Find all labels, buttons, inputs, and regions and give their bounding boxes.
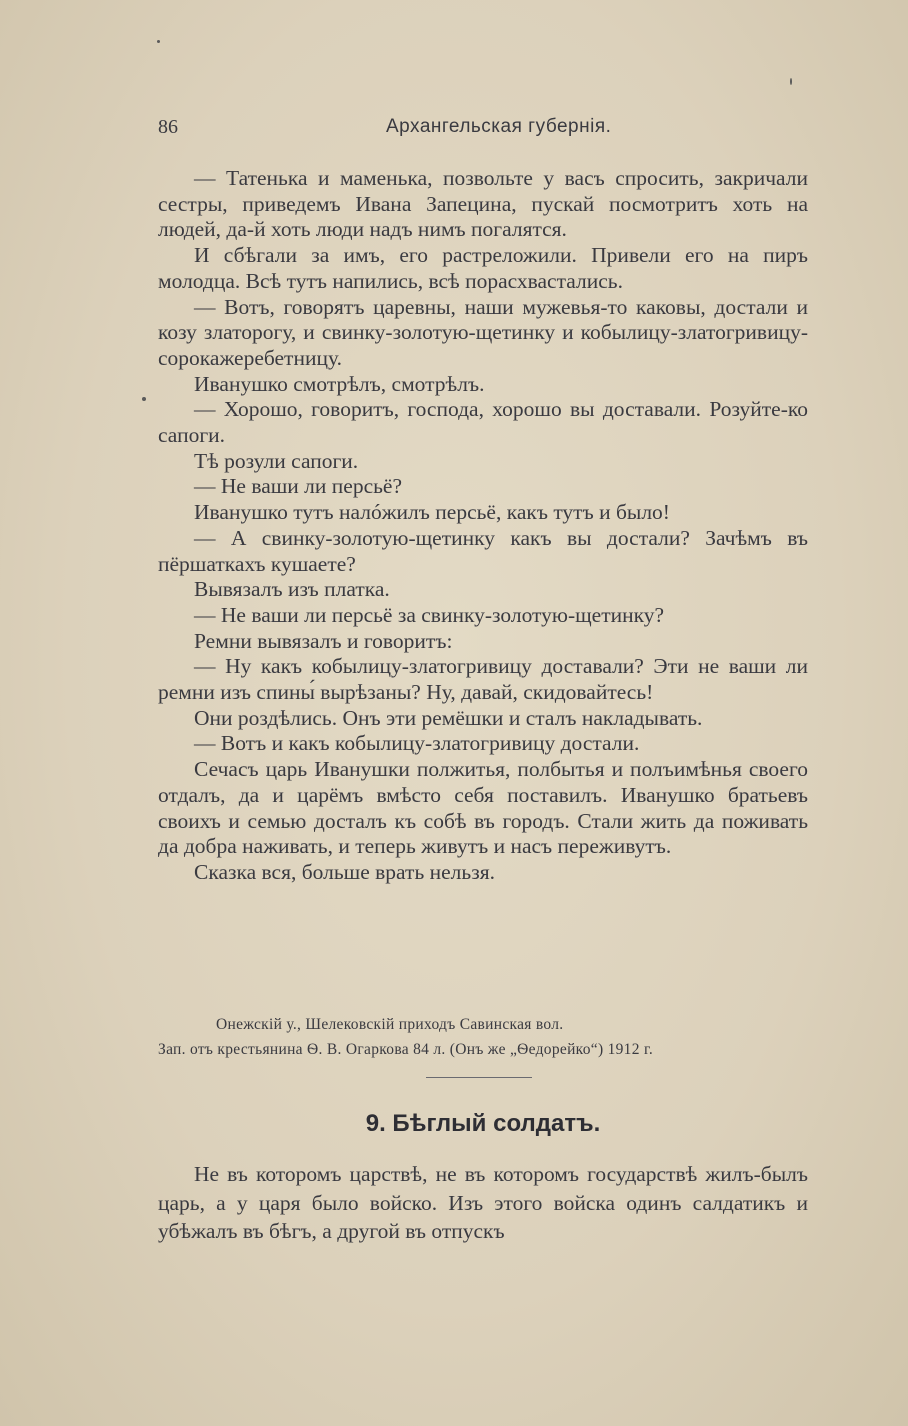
paragraph: — Татенька и маменька, позвольте у васъ спросить, закричали сестры, приведемъ Ивана Запецина, пускай посмотритъ хоть на людей, да-й хоть люди надъ нимъ погалятся. (158, 166, 808, 242)
paragraph: Тѣ розули сапоги. (194, 448, 359, 473)
paragraph: — Вотъ и какъ кобылицу-златогривицу достали. (194, 731, 640, 756)
paragraph: — Хорошо, говоритъ, господа, хорошо вы доставали. Розуйте-ко сапоги. (158, 397, 808, 448)
paragraph: Иванушко смотрѣлъ, смотрѣлъ. (194, 371, 485, 396)
paper-speck (157, 40, 160, 43)
page-header (158, 116, 808, 146)
paragraph: — Вотъ, говорятъ царевны, наши мужевья-то каковы, достали и козу златорогу, и свинку-золотую-щетинку и кобылицу-златогривицу-сорокажеребетницу. (158, 294, 808, 370)
paper-speck (790, 78, 792, 85)
paragraph: Иванушко тутъ налóжилъ персьё, какъ тутъ и было! (194, 500, 670, 525)
paragraph: Не въ которомъ царствѣ, не въ которомъ государствѣ жилъ-былъ царь, а у царя было войско. Изъ этого войска одинъ салдатикъ и убѣжалъ въ бѣгъ, а другой въ отпускъ (158, 1162, 808, 1243)
paragraph: — Не ваши ли персьё? (194, 474, 403, 499)
paragraph: — Не ваши ли персьё за свинку-золотую-щетинку? (194, 602, 665, 627)
source-informant: Зап. отъ крестьянина Ѳ. В. Огаркова 84 л. (Онъ же „Ѳедорейко“) 1912 г. (158, 1041, 654, 1058)
story-text (158, 166, 808, 886)
paragraph: Сечасъ царь Иванушки полжитья, полбытья и полъимѣнья своего отдалъ, да и царёмъ вмѣсто себя поставилъ. Иванушко братьевъ своихъ и семью досталъ къ собѣ въ городъ. Стали жить да поживать да добра наживать, и теперь живутъ и насъ переживутъ. (158, 757, 808, 859)
paper-speck (142, 397, 146, 401)
paragraph: Ремни вывязалъ и говоритъ: (194, 628, 453, 653)
source-location: Онежскій у., Шелековскій приходъ Савинская вол. (216, 1016, 564, 1033)
running-title: Архангельская губернія. (386, 116, 612, 137)
paragraph: Вывязалъ изъ платка. (194, 577, 390, 602)
paragraph: И сбѣгали за имъ, его растреложили. Привели его на пиръ молодца. Всѣ тутъ напились, всѣ порасхвастались. (158, 243, 808, 293)
paragraph: — Ну какъ кобылицу-златогривицу доставали? Эти не ваши ли ремни изъ спины́ вырѣзаны? Ну, давай, скидовайтесь! (158, 654, 808, 705)
paragraph: Они роздѣлись. Онъ эти ремёшки и сталъ накладывать. (194, 705, 703, 730)
section-title: 9. Бѣглый солдатъ. (365, 1110, 601, 1137)
paragraph: — А свинку-золотую-щетинку какъ вы достали? Зачѣмъ въ пёршаткахъ кушаете? (158, 525, 808, 576)
page-number: 86 (158, 116, 178, 138)
section-divider (426, 1077, 532, 1078)
section-text (158, 1160, 808, 1246)
source-note (158, 1012, 808, 1062)
paragraph: Сказка вся, больше врать нельзя. (194, 859, 495, 884)
